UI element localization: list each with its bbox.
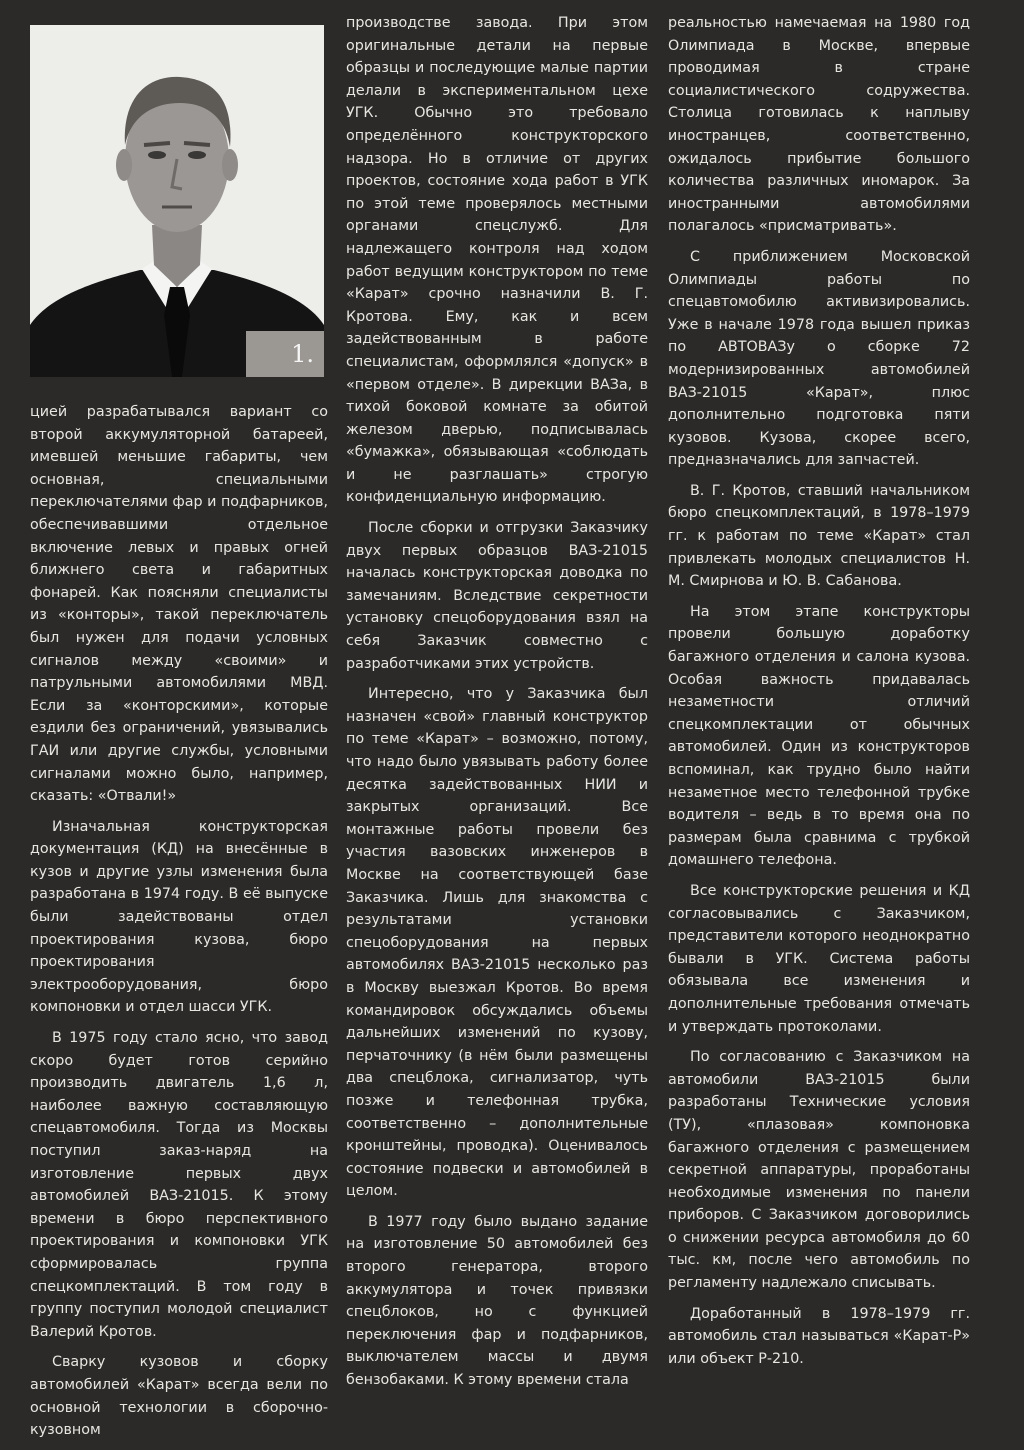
paragraph: Изначальная конструкторская документация (КД) на внесённые в кузов и другие узлы изменения была разработана в 1974 году. В её выпуске были задействованы отдел проектирования кузова, бюро проектирования электрооборудования, бюро компоновки и отдел шасси УГК. xyxy=(30,818,328,1016)
text-column-2 xyxy=(346,12,648,1400)
paragraph: На этом этапе конструкторы провели большую доработку багажного отделения и салона кузова. Особая важность придавалась незаметности отличий спецкомплектации от обычных автомобилей. Один из конструкторов вспоминал, как трудно было найти незаметное место телефонной трубке водителя – ведь в то время она по размерам была сравнима с трубкой домашнего телефона. xyxy=(668,603,970,869)
paragraph: В 1977 году было выдано задание на изготовление 50 автомобилей без второго генератора, второго аккумулятора и точек привязки спецблоков, но с функцией переключения фар и подфарников, выключателем массы и двумя бензобаками. К этому времени стала xyxy=(346,1213,648,1389)
paragraph: производстве завода. При этом оригинальные детали на первые образцы и последующие малые партии делали в экспериментальном цехе УГК. Обычно это требовало определённого конструкторского надзора. Но в отличие от других проектов, состояние хода работ в УГК по этой теме проверялось местными органами спецслужб. Для надлежащего контроля над ходом работ ведущим конструктором по теме «Карат» срочно назначили В. Г. Кротова. Ему, как и всем задействованным в работе специалистам, оформлялся «допуск» в «первом отделе». В дирекции ВАЗа, в тихой боковой комнате за обитой железом дверью, подписывалась «бумажка», обязывающая «соблюдать и не разглашать» строгую конфиденциальную информацию. xyxy=(346,15,648,506)
paragraph: Интересно, что у Заказчика был назначен «свой» главный конструктор по теме «Карат» – возможно, потому, что надо было увязывать работу более десятка задействованных НИИ и закрытых организаций. Все монтажные работы провели без участия вазовских инженеров в Москве на соответствующей базе Заказчика. Лишь для знакомства с результатами установки спецоборудования на первых автомобилях ВАЗ-21015 несколько раз в Москву выезжал Кротов. Во время командировок обсуждались объемы дальнейших изменений по кузову, перчаточнику (в нём были размещены два спецблока, сигнализатор, чуть позже и телефонная трубка, соответственно – дополнительные кронштейны, проводка). Оценивалось состояние подвески и автомобилей в целом. xyxy=(346,686,648,1200)
paragraph: В. Г. Кротов, ставший начальником бюро спецкомплектаций, в 1978–1979 гг. к работам по теме «Карат» стал привлекать молодых специалистов Н. М. Смирнова и Ю. В. Сабанова. xyxy=(668,482,970,590)
paragraph: С приближением Московской Олимпиады работы по спецавтомобилю активизировались. Уже в начале 1978 года вышел приказ по АВТОВАЗу о сборке 72 модернизированных автомобилей ВАЗ-21015 «Карат», плюс дополнительно подготовка пяти кузовов. Кузова, скорее всего, предназначались для запчастей. xyxy=(668,248,970,469)
portrait-photo xyxy=(30,25,324,377)
paragraph: Доработанный в 1978–1979 гг. автомобиль стал называться «Карат-Р» или объект Р-210. xyxy=(668,1305,970,1367)
photo-number: 1. xyxy=(246,331,324,377)
text-column-3 xyxy=(668,12,970,1378)
paragraph: цией разрабатывался вариант со второй аккумуляторной батареей, имевшей меньшие габариты, чем основная, специальными переключателями фар и подфарников, обеспечивавшими отдельное включение левых и правых огней ближнего света и габаритных фонарей. Как поясняли специалисты из «конторы», такой переключатель был нужен для подачи условных сигналов между «своими» и патрульными автомобилями МВД. Если за «конторскими», которые ездили без ограничений, увязывались ГАИ или другие службы, условными сигналами можно было, например, сказать: «Отвали!» xyxy=(30,404,328,805)
paragraph: По согласованию с Заказчиком на автомобили ВАЗ-21015 были разработаны Технические условия (ТУ), «плазовая» компоновка багажного отделения с размещением секретной аппаратуры, проработаны необходимые изменения по панели приборов. С Заказчиком договорились о снижении ресурса автомобиля до 60 тыс. км, после чего автомобиль по регламенту надлежало списывать. xyxy=(668,1049,970,1292)
paragraph: В 1975 году стало ясно, что завод скоро будет готов серийно производить двигатель 1,6 л, наиболее важную составляющую спецавтомобиля. Тогда из Москвы поступил заказ-наряд на изготовление первых двух автомобилей ВАЗ-21015. К этому времени в бюро перспективного проектирования и компоновки УГК сформировалась группа спецкомплектаций. В том году в группу поступил молодой специалист Валерий Кротов. xyxy=(30,1030,328,1340)
paragraph: Все конструкторские решения и КД согласовывались с Заказчиком, представители которого неоднократно бывали в УГК. Система работы обязывала все изменения и дополнительные требования отмечать и утверждать протоколами. xyxy=(668,882,970,1035)
text-column-1 xyxy=(30,0,328,1450)
paragraph: Сварку кузовов и сборку автомобилей «Карат» всегда вели по основной технологии в сборочно-кузовном xyxy=(30,1354,328,1439)
portrait-illustration xyxy=(30,25,324,377)
paragraph: После сборки и отгрузки Заказчику двух первых образцов ВАЗ-21015 началась конструкторская доводка по замечаниям. Вследствие секретности установку спецоборудования взял на себя Заказчик совместно с разработчиками этих устройств. xyxy=(346,520,648,672)
paragraph: реальностью намечаемая на 1980 год Олимпиада в Москве, впервые проводимая в стране социалистического содружества. Столица готовилась к наплыву иностранцев, соответственно, ожидалось прибытие большого количества различных иномарок. За иностранными автомобилями полагалось «присматривать». xyxy=(668,15,970,235)
